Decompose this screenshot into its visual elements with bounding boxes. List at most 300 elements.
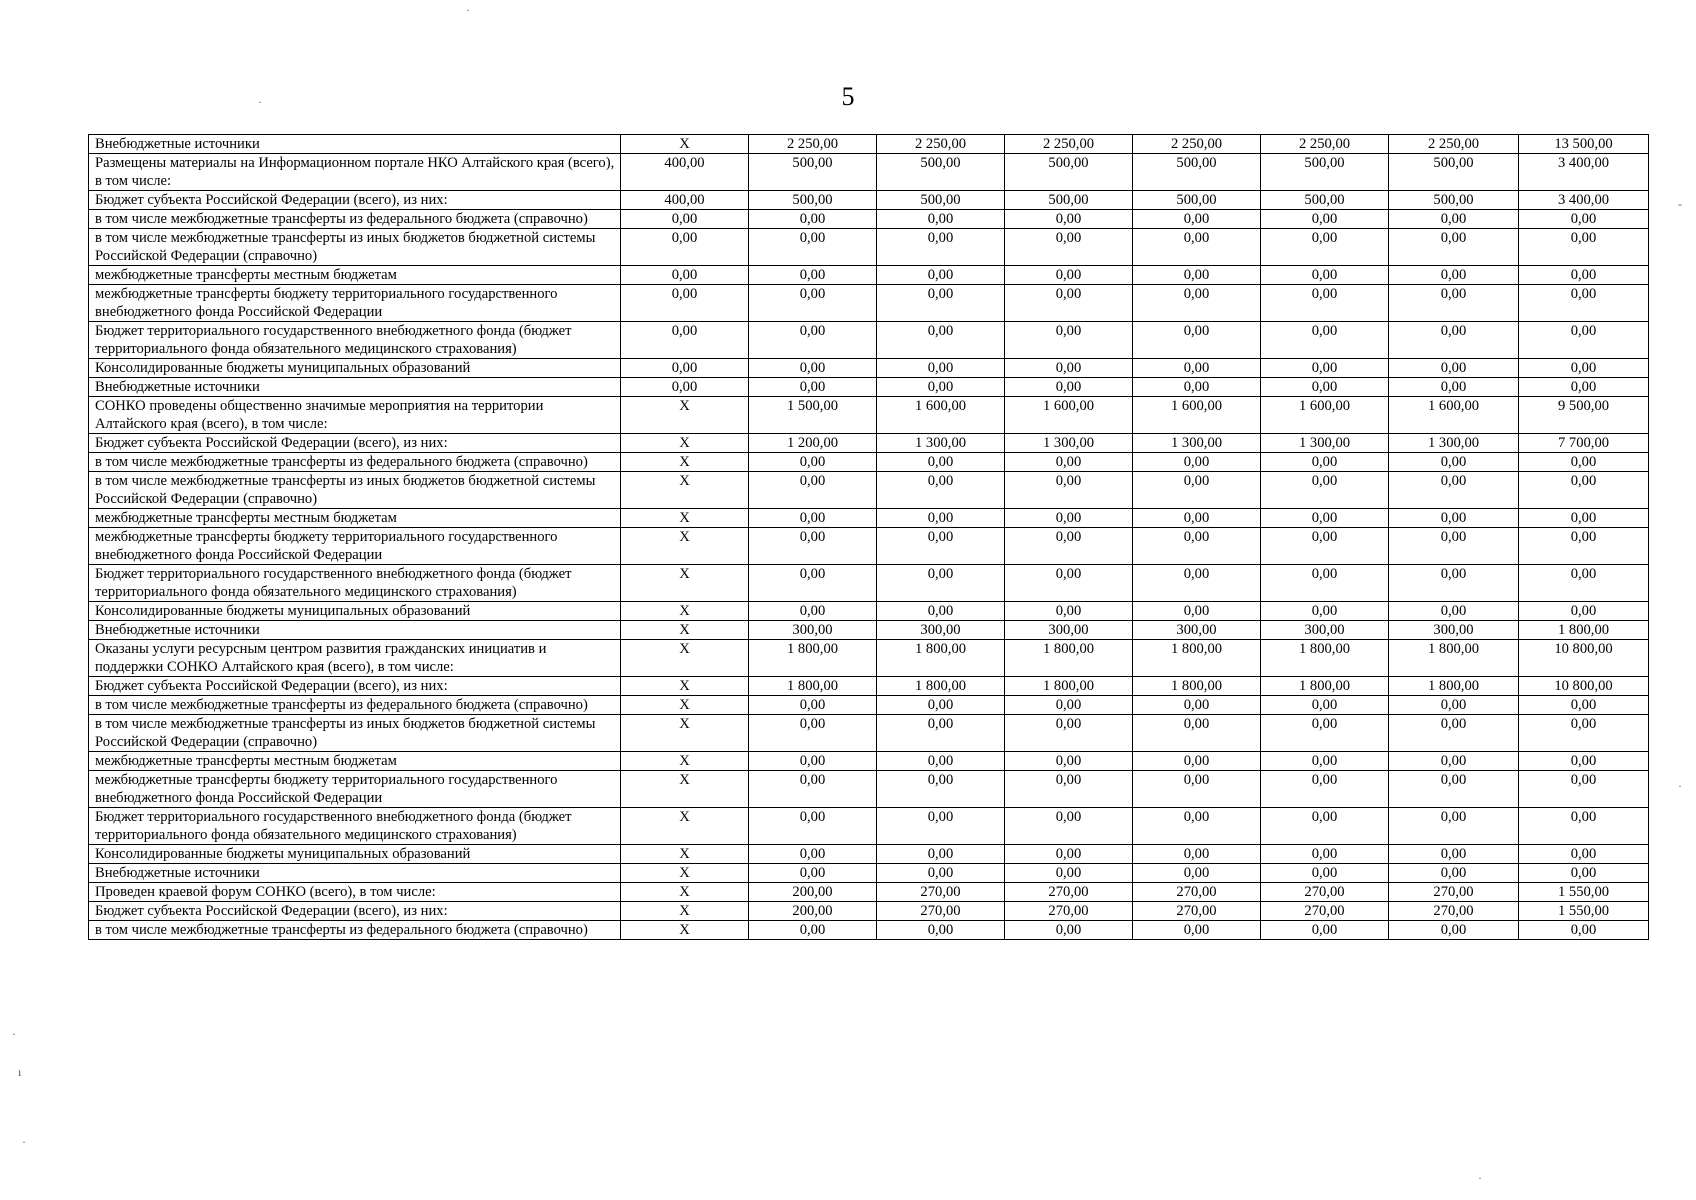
value-cell: 2 250,00 xyxy=(877,135,1005,154)
value-cell: 1 800,00 xyxy=(877,640,1005,677)
value-cell: 1 800,00 xyxy=(1519,621,1649,640)
value-cell-first: 0,00 xyxy=(621,378,749,397)
value-cell: 0,00 xyxy=(1519,322,1649,359)
value-cell: 0,00 xyxy=(877,322,1005,359)
value-cell: 0,00 xyxy=(1389,453,1519,472)
value-cell: 500,00 xyxy=(1389,191,1519,210)
value-cell: 2 250,00 xyxy=(1005,135,1133,154)
value-cell: 1 800,00 xyxy=(749,677,877,696)
value-cell: 0,00 xyxy=(1005,602,1133,621)
value-cell-first: 0,00 xyxy=(621,266,749,285)
value-cell: 300,00 xyxy=(749,621,877,640)
value-cell: 500,00 xyxy=(877,154,1005,191)
value-cell: 0,00 xyxy=(749,266,877,285)
value-cell: 7 700,00 xyxy=(1519,434,1649,453)
value-cell: 0,00 xyxy=(1519,266,1649,285)
row-label: Бюджет территориального государственного внебюджетного фонда (бюджет территориального фонда обязательного медицинского страхования) xyxy=(89,808,621,845)
value-cell: 0,00 xyxy=(1005,210,1133,229)
value-cell: 300,00 xyxy=(1005,621,1133,640)
value-cell: 0,00 xyxy=(877,808,1005,845)
value-cell: 500,00 xyxy=(1261,154,1389,191)
value-cell: 0,00 xyxy=(749,696,877,715)
value-cell: 0,00 xyxy=(1389,322,1519,359)
value-cell: 0,00 xyxy=(1133,845,1261,864)
table-row xyxy=(89,397,1649,434)
value-cell-first: Х xyxy=(621,771,749,808)
value-cell: 0,00 xyxy=(1133,378,1261,397)
value-cell: 1 800,00 xyxy=(1389,677,1519,696)
value-cell: 0,00 xyxy=(749,229,877,266)
row-label: Размещены материалы на Информационном портале НКО Алтайского края (всего), в том числе: xyxy=(89,154,621,191)
value-cell-first: Х xyxy=(621,864,749,883)
value-cell: 0,00 xyxy=(1389,602,1519,621)
scan-dot: - xyxy=(1678,197,1682,211)
value-cell-first: 400,00 xyxy=(621,191,749,210)
value-cell: 0,00 xyxy=(1133,715,1261,752)
value-cell: 0,00 xyxy=(1133,921,1261,940)
value-cell: 0,00 xyxy=(877,453,1005,472)
value-cell: 0,00 xyxy=(877,696,1005,715)
value-cell: 270,00 xyxy=(1261,902,1389,921)
value-cell: 0,00 xyxy=(749,752,877,771)
value-cell-first: Х xyxy=(621,640,749,677)
value-cell: 1 600,00 xyxy=(1133,397,1261,434)
value-cell: 0,00 xyxy=(1133,322,1261,359)
page-number: 5 xyxy=(841,82,855,111)
value-cell: 0,00 xyxy=(1389,359,1519,378)
row-label: в том числе межбюджетные трансферты из федерального бюджета (справочно) xyxy=(89,210,621,229)
value-cell: 0,00 xyxy=(749,565,877,602)
scan-dot: · xyxy=(12,1027,16,1041)
value-cell: 0,00 xyxy=(1261,210,1389,229)
value-cell: 0,00 xyxy=(1389,472,1519,509)
value-cell: 270,00 xyxy=(1389,883,1519,902)
value-cell: 10 800,00 xyxy=(1519,677,1649,696)
value-cell: 0,00 xyxy=(1133,752,1261,771)
value-cell: 270,00 xyxy=(1005,883,1133,902)
value-cell: 200,00 xyxy=(749,902,877,921)
value-cell: 0,00 xyxy=(1389,845,1519,864)
value-cell: 0,00 xyxy=(1389,229,1519,266)
value-cell: 270,00 xyxy=(1389,902,1519,921)
value-cell: 0,00 xyxy=(749,602,877,621)
value-cell: 270,00 xyxy=(1005,902,1133,921)
value-cell: 0,00 xyxy=(1261,378,1389,397)
value-cell: 0,00 xyxy=(877,359,1005,378)
value-cell: 0,00 xyxy=(877,472,1005,509)
row-label: в том числе межбюджетные трансферты из иных бюджетов бюджетной системы Российской Федерации (справочно) xyxy=(89,472,621,509)
value-cell: 3 400,00 xyxy=(1519,191,1649,210)
row-label: в том числе межбюджетные трансферты из иных бюджетов бюджетной системы Российской Федерации (справочно) xyxy=(89,229,621,266)
value-cell: 0,00 xyxy=(1261,602,1389,621)
value-cell: 0,00 xyxy=(749,845,877,864)
table-row xyxy=(89,472,1649,509)
value-cell: 500,00 xyxy=(1005,191,1133,210)
value-cell: 0,00 xyxy=(1261,864,1389,883)
scan-dot: ı xyxy=(18,1065,22,1079)
row-label: Бюджет субъекта Российской Федерации (всего), из них: xyxy=(89,902,621,921)
value-cell: 500,00 xyxy=(1133,154,1261,191)
row-label: межбюджетные трансферты местным бюджетам xyxy=(89,266,621,285)
value-cell: 0,00 xyxy=(1261,285,1389,322)
value-cell-first: Х xyxy=(621,696,749,715)
value-cell: 300,00 xyxy=(1261,621,1389,640)
value-cell: 0,00 xyxy=(1005,808,1133,845)
table-row xyxy=(89,509,1649,528)
value-cell: 0,00 xyxy=(749,285,877,322)
value-cell: 0,00 xyxy=(1389,752,1519,771)
value-cell: 0,00 xyxy=(1005,453,1133,472)
value-cell: 500,00 xyxy=(1261,191,1389,210)
value-cell-first: 0,00 xyxy=(621,229,749,266)
value-cell: 500,00 xyxy=(749,191,877,210)
row-label: в том числе межбюджетные трансферты из федерального бюджета (справочно) xyxy=(89,453,621,472)
value-cell-first: Х xyxy=(621,921,749,940)
table-row xyxy=(89,453,1649,472)
value-cell-first: 0,00 xyxy=(621,210,749,229)
value-cell: 1 600,00 xyxy=(1389,397,1519,434)
value-cell-first: Х xyxy=(621,509,749,528)
value-cell: 0,00 xyxy=(1133,565,1261,602)
value-cell: 0,00 xyxy=(877,266,1005,285)
value-cell: 0,00 xyxy=(1261,528,1389,565)
value-cell-first: Х xyxy=(621,434,749,453)
value-cell: 1 550,00 xyxy=(1519,902,1649,921)
scan-dot: · xyxy=(466,3,470,17)
value-cell: 0,00 xyxy=(1519,752,1649,771)
value-cell: 0,00 xyxy=(1133,528,1261,565)
value-cell: 0,00 xyxy=(1005,565,1133,602)
value-cell: 0,00 xyxy=(1519,528,1649,565)
row-label: Бюджет субъекта Российской Федерации (всего), из них: xyxy=(89,191,621,210)
table-row xyxy=(89,565,1649,602)
table-row xyxy=(89,808,1649,845)
row-label: Бюджет территориального государственного внебюджетного фонда (бюджет территориального фонда обязательного медицинского страхования) xyxy=(89,322,621,359)
row-label: Проведен краевой форум СОНКО (всего), в том числе: xyxy=(89,883,621,902)
value-cell: 1 800,00 xyxy=(1261,640,1389,677)
table-row xyxy=(89,771,1649,808)
value-cell: 0,00 xyxy=(1519,285,1649,322)
table-row xyxy=(89,677,1649,696)
value-cell: 1 800,00 xyxy=(1005,677,1133,696)
value-cell: 0,00 xyxy=(1133,602,1261,621)
value-cell: 1 300,00 xyxy=(1261,434,1389,453)
value-cell-first: 400,00 xyxy=(621,154,749,191)
value-cell: 0,00 xyxy=(749,808,877,845)
value-cell: 0,00 xyxy=(877,602,1005,621)
row-label: Консолидированные бюджеты муниципальных образований xyxy=(89,359,621,378)
value-cell-first: 0,00 xyxy=(621,285,749,322)
value-cell: 0,00 xyxy=(877,285,1005,322)
value-cell: 1 600,00 xyxy=(877,397,1005,434)
value-cell: 200,00 xyxy=(749,883,877,902)
value-cell-first: Х xyxy=(621,677,749,696)
value-cell: 0,00 xyxy=(877,864,1005,883)
value-cell: 0,00 xyxy=(1261,845,1389,864)
value-cell: 0,00 xyxy=(1133,472,1261,509)
value-cell: 0,00 xyxy=(1133,453,1261,472)
value-cell: 0,00 xyxy=(749,528,877,565)
row-label: межбюджетные трансферты бюджету территориального государственного внебюджетного фонда Российской Федерации xyxy=(89,285,621,322)
value-cell: 0,00 xyxy=(1519,921,1649,940)
table-row xyxy=(89,715,1649,752)
value-cell: 1 500,00 xyxy=(749,397,877,434)
value-cell: 0,00 xyxy=(877,229,1005,266)
value-cell: 0,00 xyxy=(1005,528,1133,565)
row-label: Внебюджетные источники xyxy=(89,135,621,154)
table-row xyxy=(89,378,1649,397)
value-cell: 0,00 xyxy=(1261,359,1389,378)
value-cell: 0,00 xyxy=(749,472,877,509)
row-label: Консолидированные бюджеты муниципальных образований xyxy=(89,845,621,864)
value-cell: 0,00 xyxy=(1005,322,1133,359)
value-cell: 2 250,00 xyxy=(1133,135,1261,154)
value-cell: 0,00 xyxy=(877,771,1005,808)
value-cell: 270,00 xyxy=(1261,883,1389,902)
value-cell-first: Х xyxy=(621,528,749,565)
value-cell-first: Х xyxy=(621,883,749,902)
value-cell-first: Х xyxy=(621,902,749,921)
value-cell: 0,00 xyxy=(749,921,877,940)
value-cell: 0,00 xyxy=(1519,565,1649,602)
value-cell: 0,00 xyxy=(1261,266,1389,285)
value-cell: 0,00 xyxy=(1133,210,1261,229)
value-cell: 0,00 xyxy=(1389,565,1519,602)
value-cell: 0,00 xyxy=(1261,472,1389,509)
value-cell: 0,00 xyxy=(877,715,1005,752)
value-cell: 1 300,00 xyxy=(1389,434,1519,453)
value-cell: 0,00 xyxy=(1389,266,1519,285)
value-cell: 0,00 xyxy=(749,378,877,397)
value-cell: 0,00 xyxy=(1261,752,1389,771)
value-cell: 0,00 xyxy=(1261,509,1389,528)
value-cell: 0,00 xyxy=(1133,266,1261,285)
row-label: Внебюджетные источники xyxy=(89,864,621,883)
value-cell: 270,00 xyxy=(1133,883,1261,902)
value-cell-first: Х xyxy=(621,845,749,864)
row-label: СОНКО проведены общественно значимые мероприятия на территории Алтайского края (всего), в том числе: xyxy=(89,397,621,434)
table-row xyxy=(89,154,1649,191)
value-cell: 0,00 xyxy=(1005,696,1133,715)
value-cell: 1 300,00 xyxy=(1133,434,1261,453)
value-cell: 0,00 xyxy=(1389,509,1519,528)
value-cell: 2 250,00 xyxy=(1261,135,1389,154)
value-cell: 0,00 xyxy=(749,509,877,528)
table-row xyxy=(89,210,1649,229)
value-cell: 0,00 xyxy=(1261,453,1389,472)
row-label: межбюджетные трансферты местным бюджетам xyxy=(89,509,621,528)
value-cell: 0,00 xyxy=(1519,378,1649,397)
value-cell: 300,00 xyxy=(877,621,1005,640)
value-cell: 13 500,00 xyxy=(1519,135,1649,154)
value-cell: 0,00 xyxy=(1389,771,1519,808)
value-cell: 0,00 xyxy=(1005,921,1133,940)
value-cell: 0,00 xyxy=(877,210,1005,229)
value-cell: 2 250,00 xyxy=(749,135,877,154)
value-cell-first: Х xyxy=(621,808,749,845)
value-cell: 1 550,00 xyxy=(1519,883,1649,902)
value-cell: 500,00 xyxy=(749,154,877,191)
scan-dot: · xyxy=(1678,779,1682,793)
table-row xyxy=(89,921,1649,940)
value-cell: 1 200,00 xyxy=(749,434,877,453)
table-row xyxy=(89,602,1649,621)
value-cell: 0,00 xyxy=(1261,715,1389,752)
value-cell: 0,00 xyxy=(749,453,877,472)
value-cell: 0,00 xyxy=(877,528,1005,565)
row-label: Внебюджетные источники xyxy=(89,621,621,640)
row-label: Бюджет территориального государственного внебюджетного фонда (бюджет территориального фонда обязательного медицинского страхования) xyxy=(89,565,621,602)
value-cell: 0,00 xyxy=(877,921,1005,940)
table-row xyxy=(89,285,1649,322)
table-row xyxy=(89,621,1649,640)
value-cell: 500,00 xyxy=(1133,191,1261,210)
scan-dot: · xyxy=(1478,1171,1482,1185)
table-row xyxy=(89,434,1649,453)
value-cell-first: Х xyxy=(621,715,749,752)
row-label: межбюджетные трансферты бюджету территориального государственного внебюджетного фонда Российской Федерации xyxy=(89,528,621,565)
value-cell: 0,00 xyxy=(1519,359,1649,378)
value-cell: 0,00 xyxy=(749,771,877,808)
value-cell: 0,00 xyxy=(749,715,877,752)
value-cell: 10 800,00 xyxy=(1519,640,1649,677)
value-cell-first: Х xyxy=(621,752,749,771)
value-cell: 3 400,00 xyxy=(1519,154,1649,191)
value-cell: 1 800,00 xyxy=(749,640,877,677)
value-cell: 0,00 xyxy=(1389,528,1519,565)
value-cell: 0,00 xyxy=(1261,322,1389,359)
table-row xyxy=(89,883,1649,902)
value-cell-first: Х xyxy=(621,472,749,509)
value-cell: 0,00 xyxy=(1005,845,1133,864)
value-cell: 0,00 xyxy=(1133,864,1261,883)
table-row xyxy=(89,640,1649,677)
value-cell: 0,00 xyxy=(1389,285,1519,322)
value-cell: 0,00 xyxy=(1261,229,1389,266)
value-cell: 500,00 xyxy=(1005,154,1133,191)
table-row xyxy=(89,696,1649,715)
value-cell: 0,00 xyxy=(1519,696,1649,715)
value-cell: 0,00 xyxy=(1389,921,1519,940)
value-cell: 0,00 xyxy=(1519,808,1649,845)
value-cell-first: 0,00 xyxy=(621,359,749,378)
table-row xyxy=(89,191,1649,210)
table-row xyxy=(89,135,1649,154)
value-cell-first: Х xyxy=(621,621,749,640)
value-cell: 0,00 xyxy=(877,752,1005,771)
value-cell: 0,00 xyxy=(1389,808,1519,845)
value-cell: 0,00 xyxy=(1519,453,1649,472)
value-cell: 0,00 xyxy=(1389,378,1519,397)
table-row xyxy=(89,322,1649,359)
value-cell: 0,00 xyxy=(1261,808,1389,845)
value-cell: 0,00 xyxy=(1519,229,1649,266)
value-cell: 0,00 xyxy=(1133,509,1261,528)
value-cell: 0,00 xyxy=(1133,696,1261,715)
value-cell: 0,00 xyxy=(1005,472,1133,509)
value-cell: 1 800,00 xyxy=(1005,640,1133,677)
value-cell: 0,00 xyxy=(749,864,877,883)
value-cell: 0,00 xyxy=(1005,229,1133,266)
budget-table xyxy=(88,134,1649,940)
table-body xyxy=(89,135,1649,940)
value-cell: 0,00 xyxy=(749,322,877,359)
value-cell: 0,00 xyxy=(1005,864,1133,883)
table-row xyxy=(89,229,1649,266)
value-cell: 0,00 xyxy=(749,210,877,229)
value-cell: 0,00 xyxy=(749,359,877,378)
value-cell: 0,00 xyxy=(1005,752,1133,771)
value-cell: 0,00 xyxy=(1519,210,1649,229)
value-cell: 1 300,00 xyxy=(877,434,1005,453)
value-cell: 0,00 xyxy=(1519,602,1649,621)
row-label: в том числе межбюджетные трансферты из иных бюджетов бюджетной системы Российской Федерации (справочно) xyxy=(89,715,621,752)
value-cell: 0,00 xyxy=(1005,509,1133,528)
value-cell-first: Х xyxy=(621,453,749,472)
value-cell: 0,00 xyxy=(1389,210,1519,229)
value-cell: 2 250,00 xyxy=(1389,135,1519,154)
value-cell-first: Х xyxy=(621,135,749,154)
value-cell-first: 0,00 xyxy=(621,322,749,359)
value-cell: 500,00 xyxy=(1389,154,1519,191)
value-cell: 0,00 xyxy=(1519,509,1649,528)
value-cell: 0,00 xyxy=(1261,565,1389,602)
value-cell: 0,00 xyxy=(1133,359,1261,378)
value-cell: 0,00 xyxy=(1519,771,1649,808)
row-label: в том числе межбюджетные трансферты из федерального бюджета (справочно) xyxy=(89,921,621,940)
value-cell: 0,00 xyxy=(1133,808,1261,845)
value-cell: 0,00 xyxy=(877,509,1005,528)
table-row xyxy=(89,752,1649,771)
value-cell: 0,00 xyxy=(1261,771,1389,808)
value-cell: 0,00 xyxy=(1133,229,1261,266)
value-cell: 300,00 xyxy=(1389,621,1519,640)
scan-dot: · xyxy=(22,1135,26,1149)
value-cell: 1 800,00 xyxy=(1261,677,1389,696)
value-cell: 0,00 xyxy=(1519,715,1649,752)
value-cell-first: Х xyxy=(621,602,749,621)
value-cell: 270,00 xyxy=(877,902,1005,921)
value-cell: 9 500,00 xyxy=(1519,397,1649,434)
value-cell: 0,00 xyxy=(1133,771,1261,808)
value-cell-first: Х xyxy=(621,397,749,434)
row-label: Бюджет субъекта Российской Федерации (всего), из них: xyxy=(89,434,621,453)
value-cell: 1 800,00 xyxy=(1389,640,1519,677)
row-label: межбюджетные трансферты местным бюджетам xyxy=(89,752,621,771)
row-label: в том числе межбюджетные трансферты из федерального бюджета (справочно) xyxy=(89,696,621,715)
value-cell: 0,00 xyxy=(1261,696,1389,715)
value-cell: 0,00 xyxy=(1005,771,1133,808)
value-cell: 0,00 xyxy=(877,378,1005,397)
value-cell: 1 600,00 xyxy=(1261,397,1389,434)
value-cell: 1 800,00 xyxy=(877,677,1005,696)
value-cell: 1 800,00 xyxy=(1133,640,1261,677)
value-cell: 500,00 xyxy=(877,191,1005,210)
value-cell: 270,00 xyxy=(877,883,1005,902)
value-cell: 0,00 xyxy=(1005,359,1133,378)
value-cell: 0,00 xyxy=(1519,864,1649,883)
value-cell: 0,00 xyxy=(1389,696,1519,715)
value-cell: 0,00 xyxy=(1519,845,1649,864)
table-row xyxy=(89,845,1649,864)
table-row xyxy=(89,528,1649,565)
row-label: Внебюджетные источники xyxy=(89,378,621,397)
value-cell: 0,00 xyxy=(877,565,1005,602)
value-cell: 1 600,00 xyxy=(1005,397,1133,434)
value-cell: 0,00 xyxy=(1389,715,1519,752)
row-label: межбюджетные трансферты бюджету территориального государственного внебюджетного фонда Российской Федерации xyxy=(89,771,621,808)
value-cell: 0,00 xyxy=(1261,921,1389,940)
